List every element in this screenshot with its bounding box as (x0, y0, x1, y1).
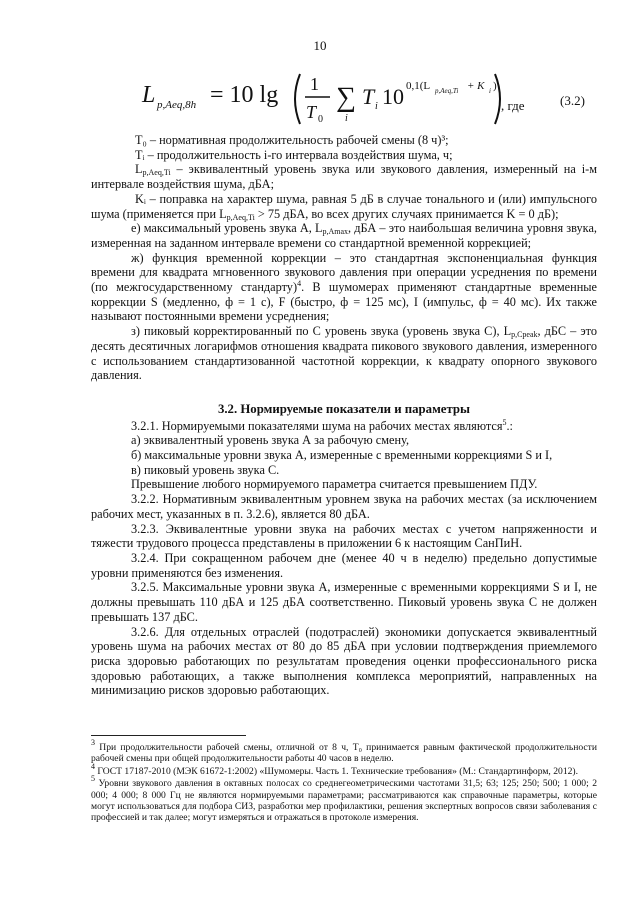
exceed-note: Превышение любого нормируемого параметра считается превышением ПДУ. (131, 477, 538, 492)
item-z: з) пиковый корректированный по С уровень звука (уровень звука С), $L_{p,Cpeak}$, дБС – это десять десятичных логарифмов отношения квадрата пикового звукового давления, измеренного с использованием стандартизованной частотной коррекции, к квадрату опорного звукового давления. (91, 324, 597, 383)
para-3-2-2: 3.2.2. Нормативным эквивалентным уровнем звука на рабочих местах (за исключением рабочих мест, указанных в п. 3.2.6), является 80 дБА. (91, 492, 597, 521)
def-ti: Tᵢ – продолжительность i-го интервала воздействия шума, ч; (135, 147, 453, 162)
para-3-2-5: 3.2.5. Максимальные уровни звука А, измеренные с временными коррекциями S и I, не должны превышать 110 дБА и 125 дБА соответственно. Пиковый уровень звука С не должен превышать 137 дБС. (91, 580, 597, 624)
def-l: $L_{p,Aeq,Ti}$ – эквивалентный уровень звука или звукового давления, измеренный на i-м интервале воздействия шума, дБА; (91, 162, 597, 192)
section-heading: 3.2. Нормируемые показатели и параметры (217, 401, 471, 416)
formula-number: (3.2) (560, 93, 585, 108)
formula-power-base: 10 (382, 84, 404, 109)
formula-frac-den-sub: 0 (318, 114, 323, 125)
para-3-2-3: 3.2.3. Эквивалентные уровни звука на рабочих местах с учетом напряженности и тяжести трудового процесса представлены в приложении 6 к настоящим СанПиН. (91, 521, 597, 551)
footnote-3: $^3$ При продолжительности рабочей смены, отличной от 8 ч, T₀ принимается равным фактической продолжительности рабочей смены при общей продолжительности работы 40 часов в неделю. (91, 738, 597, 765)
item-e: е) максимальный уровень звука А, $L_{p,Amax}$, дБА – это наибольшая величина уровня звука, измеренная на заданном интервале времени со стандартной временной коррекцией; (91, 221, 597, 250)
page-number: 10 (313, 38, 327, 53)
def-k: Kᵢ – поправка на характер шума, равная 5 дБ в случае тонального и (или) импульсного шума (применяется при $L_{p,Aeq,Ti} > 75$ дБА, во всех других случаях принимается K = 0 дБ); (91, 191, 597, 222)
formula-sum-sub: i (345, 113, 348, 124)
formula-sum: ∑ (336, 82, 356, 113)
def-t0: T₀ – нормативная продолжительность рабочей смены (8 ч)³; (135, 133, 449, 147)
formula-exponent-tail-sub: i (489, 87, 491, 95)
para-3-2-1: 3.2.1. Нормируемыми показателями шума на рабочих местах являются$^5$.: (131, 417, 513, 433)
para-3-2-6: 3.2.6. Для отдельных отраслей (подотраслей) экономики допускается эквивалентный уровень шума на рабочих местах от 80 до 85 дБА при условии подтверждения приемлемого риска здоровью работающих по результатам проведения оценки профессионального риска здоровью работающих, а также выполнения комплекса мероприятий, направленных на минимизацию рисков здоровью работающих. (91, 624, 597, 698)
footnotes (91, 738, 597, 825)
formula-frac-den: T (306, 102, 317, 122)
formula-3-2 (140, 62, 600, 128)
list-item-b: б) максимальные уровни звука А, измеренные с временными коррекциями S и I, (131, 448, 553, 463)
para-3-2-4: 3.2.4. При сокращенном рабочем дне (менее 40 ч в неделю) предельно допустимые уровни применяются без изменения. (91, 550, 597, 580)
formula-exponent-tail: + K (467, 80, 485, 92)
formula-lhs-sub: p,Aeq,8h (157, 99, 197, 111)
item-zh: ж) функция временной коррекции – это стандартная экспоненциальная функция времени для квадрата мгновенного звукового давления при операции усреднения по времени (по межгосударственному стандарту)$^4$. В шумомерах применяют стандартные временные коррекции S (медленно, ф = 1 с), F (быстро, ф = 125 мс), I (импульс, ф = 40 мс). Их также называют постоянными времени усреднения; (91, 250, 597, 324)
formula-term: T (362, 84, 375, 109)
formula-exponent: 0,1(L (406, 80, 431, 92)
formula-frac-num: 1 (310, 74, 319, 94)
footnote-4: $^4$ ГОСТ 17187-2010 (МЭК 61672-1:2002) «Шумомеры. Часть 1. Технические требования» (М.: Стандартинформ, 2012). (91, 761, 579, 777)
formula-where: , где (501, 98, 525, 113)
formula-lg: = 10 lg (210, 82, 279, 108)
formula-term-sub: i (375, 101, 378, 112)
footnote-5: $^5$ Уровни звукового давления в октавных полосах со среднегеометрическими частотами 31,5; 63; 125; 250; 500; 1 000; 2 000; 4 000; 8 000 Гц не являются нормируемыми параметрами; рассматриваются как справочные параметры, которые могут использоваться для подбора СИЗ, разработки мер профилактики, решения экспертных вопросов связи заболевания с профессией и так далее; могут измеряться и отражаться в протоколе измерения. (91, 774, 597, 824)
list-item-c: в) пиковый уровень звука С. (131, 462, 280, 477)
formula-lhs: L (142, 82, 156, 108)
footnote-divider (91, 735, 246, 736)
body-text (91, 133, 597, 698)
formula-exponent-close: ) (493, 80, 497, 92)
list-item-a: а) эквивалентный уровень звука А за рабочую смену, (131, 433, 410, 448)
formula-exponent-sub: p,Aeq,Ti (435, 87, 459, 95)
